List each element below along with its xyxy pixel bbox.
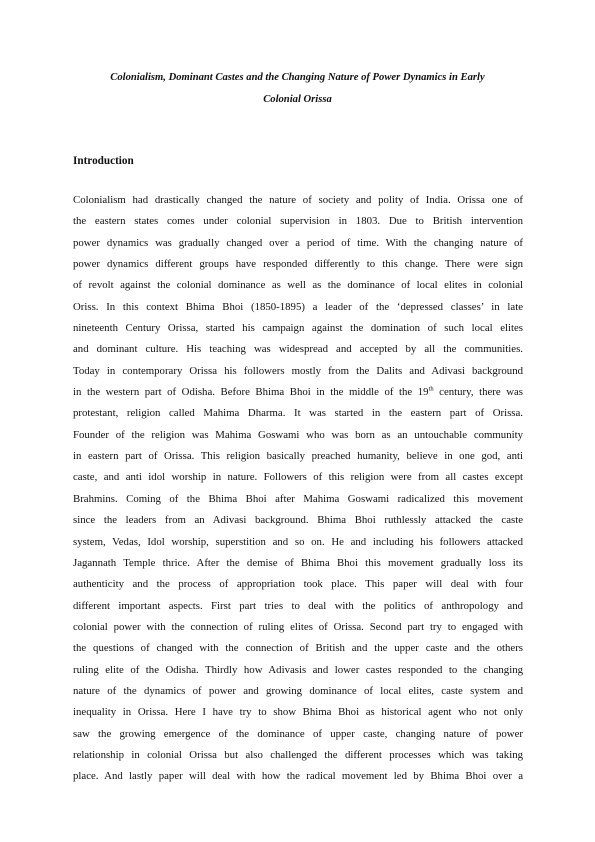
body-line: caste, and anti idol worship in nature. Followers of this religion were from all castes except [73,471,523,484]
body-line: system, Vedas, Idol worship, superstition and so on. He and including his followers attacked [73,535,523,548]
body-line: Founder of the religion was Mahima Goswami who was born as an untouchable community [73,428,523,441]
section-heading: Introduction [73,155,134,167]
body-line: different important aspects. First part tries to deal with the politics of anthropology and [73,599,523,612]
body-line: nineteenth Century Orissa, started his campaign against the domination of such local elites [73,322,523,335]
body-line: place. And lastly paper will deal with how the radical movement led by Bhima Bhoi over a [73,770,523,783]
body-line: ruling elite of the Odisha. Thirdly how Adivasis and lower castes responded to the changing [73,663,523,676]
body-line: nature of the dynamics of power and growing dominance of local elites, caste system and [73,684,523,697]
body-line: the questions of changed with the connection of British and the upper caste and the others [73,642,523,655]
body-line: Colonialism had drastically changed the nature of society and polity of India. Orissa one of [73,194,523,206]
body-line: authenticity and the process of appropriation took place. This paper will deal with four [73,578,523,591]
body-line: power dynamics was gradually changed over a period of time. With the changing nature of [73,236,523,249]
body-line-with-superscript [73,382,523,403]
body-line: inequality in Orissa. Here I have try to show Bhima Bhoi as historical agent who not only [73,706,523,719]
body-line: Jagannath Temple thrice. After the demise of Bhima Bhoi this movement gradually loss its [73,556,523,569]
body-line: colonial power with the connection of ruling elites of Orissa. Second part try to engaged with [73,620,523,633]
body-line: since the leaders from an Adivasi background. Bhima Bhoi ruthlessly attacked the caste [73,514,523,527]
body-line: power dynamics different groups have responded differently to this change. There were sign [73,258,523,271]
line-text-before-superscript: in the western part of Odisha. Before Bhima Bhoi in the middle of the 19 [73,386,429,399]
body-line: Today in contemporary Orissa his followers mostly from the Dalits and Adivasi background [73,364,523,377]
body-line: the eastern states comes under colonial supervision in 1803. Due to British intervention [73,215,523,228]
line-text-after-superscript: century, there was [433,386,523,399]
body-line: relationship in colonial Orissa but also challenged the different processes which was taking [73,748,523,761]
body-line: protestant, religion called Mahima Dharma. It was started in the eastern part of Orissa. [73,407,523,420]
paper-title [60,67,535,111]
title-line-1: Colonialism, Dominant Castes and the Changing Nature of Power Dynamics in Early [110,72,485,83]
body-line: Oriss. In this context Bhima Bhoi (1850-1895) a leader of the ‘depressed classes’ in late [73,300,523,313]
body-line: Brahmins. Coming of the Bhima Bhoi after Mahima Goswami radicalized this movement [73,492,523,505]
body-line: in eastern part of Orissa. This religion basically preached humanity, believe in one god, anti [73,450,523,463]
ordinal-superscript: th [428,385,434,393]
body-line: and dominant culture. His teaching was widespread and accepted by all the communities. [73,343,523,356]
body-line: of revolt against the colonial dominance as well as the dominance of local elites in colonial [73,279,523,292]
title-line-2: Colonial Orissa [263,94,332,105]
body-line: saw the growing emergence of the dominance of upper caste, changing nature of power [73,727,523,740]
body-paragraph [73,190,523,788]
